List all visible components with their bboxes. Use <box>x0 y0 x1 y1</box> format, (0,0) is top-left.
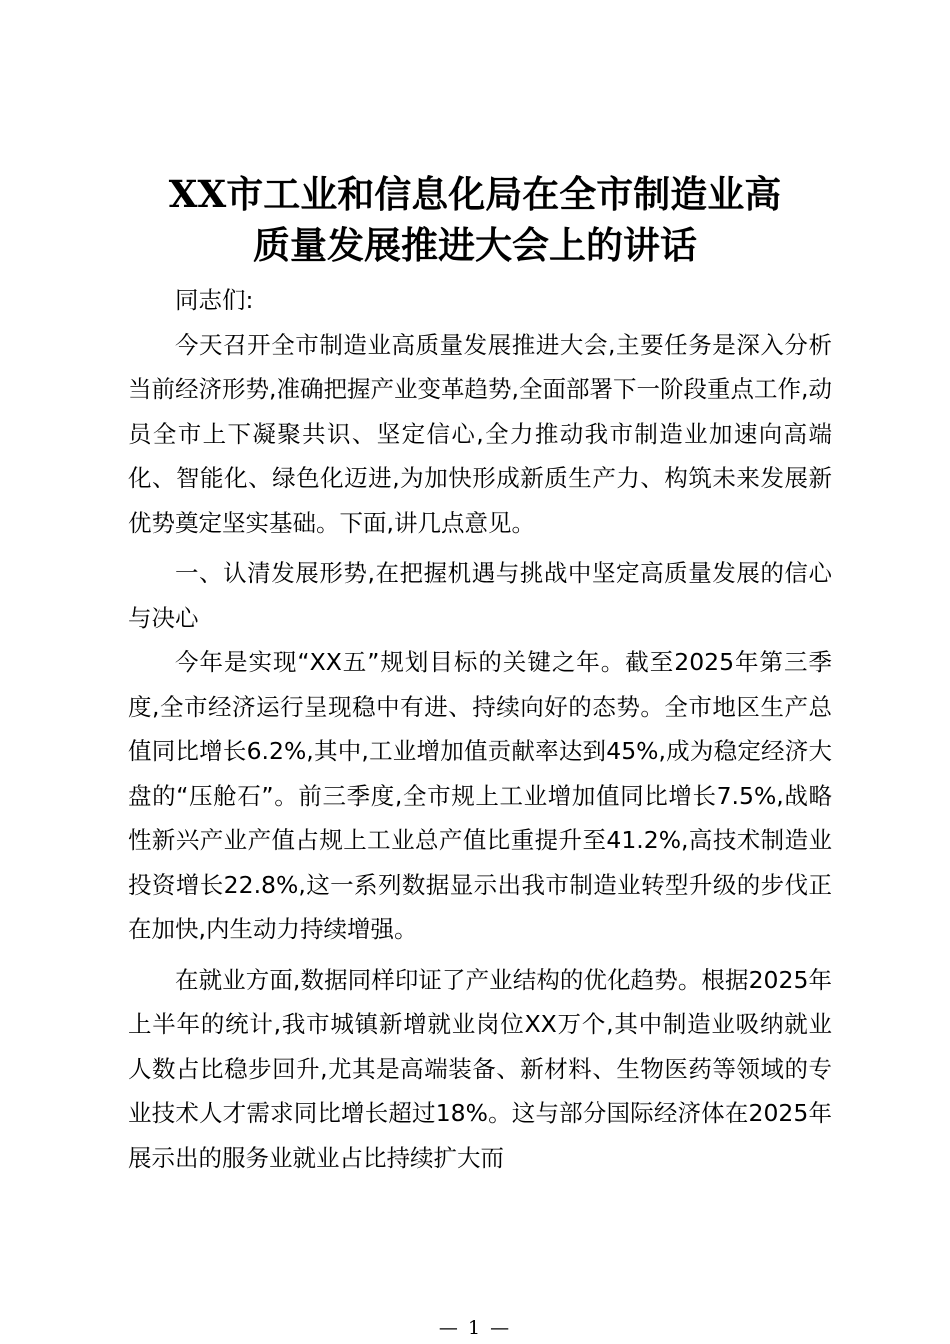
document-title-line-2: 质量发展推进大会上的讲话 <box>253 223 697 267</box>
section-heading-1: 一、认清发展形势,在把握机遇与挑战中坚定高质量发展的信心与决心 <box>128 559 832 632</box>
document-body <box>128 278 832 1180</box>
page-number: — 1 — <box>438 1317 512 1339</box>
document-title-line-1: XX市工业和信息化局在全市制造业高 <box>168 172 782 216</box>
salutation: 同志们: <box>175 286 254 314</box>
paragraph-employment: 在就业方面,数据同样印证了产业结构的优化趋势。根据2025年上半年的统计,我市城镇新增就业岗位XX万个,其中制造业吸纳就业人数占比稳步回升,尤其是高端装备、新材料、生物医药等领域的专业技术人才需求同比增长超过18%。这与部分国际经济体在2025年展示出的服务业就业占比持续扩大而 <box>128 965 832 1172</box>
paragraph-economy: 今年是实现“XX五”规划目标的关键之年。截至2025年第三季度,全市经济运行呈现稳中有进、持续向好的态势。全市地区生产总值同比增长6.2%,其中,工业增加值贡献率达到45%,成为稳定经济大盘的“压舱石”。前三季度,全市规上工业增加值同比增长7.5%,战略性新兴产业产值占规上工业总产值比重提升至41.2%,高技术制造业投资增长22.8%,这一系列数据显示出我市制造业转型升级的步伐正在加快,内生动力持续增强。 <box>128 648 832 943</box>
paragraph-intro: 今天召开全市制造业高质量发展推进大会,主要任务是深入分析当前经济形势,准确把握产业变革趋势,全面部署下一阶段重点工作,动员全市上下凝聚共识、坚定信心,全力推动我市制造业加速向高端化、智能化、绿色化迈进,为加快形成新质生产力、构筑未来发展新优势奠定坚实基础。下面,讲几点意见。 <box>128 330 832 537</box>
